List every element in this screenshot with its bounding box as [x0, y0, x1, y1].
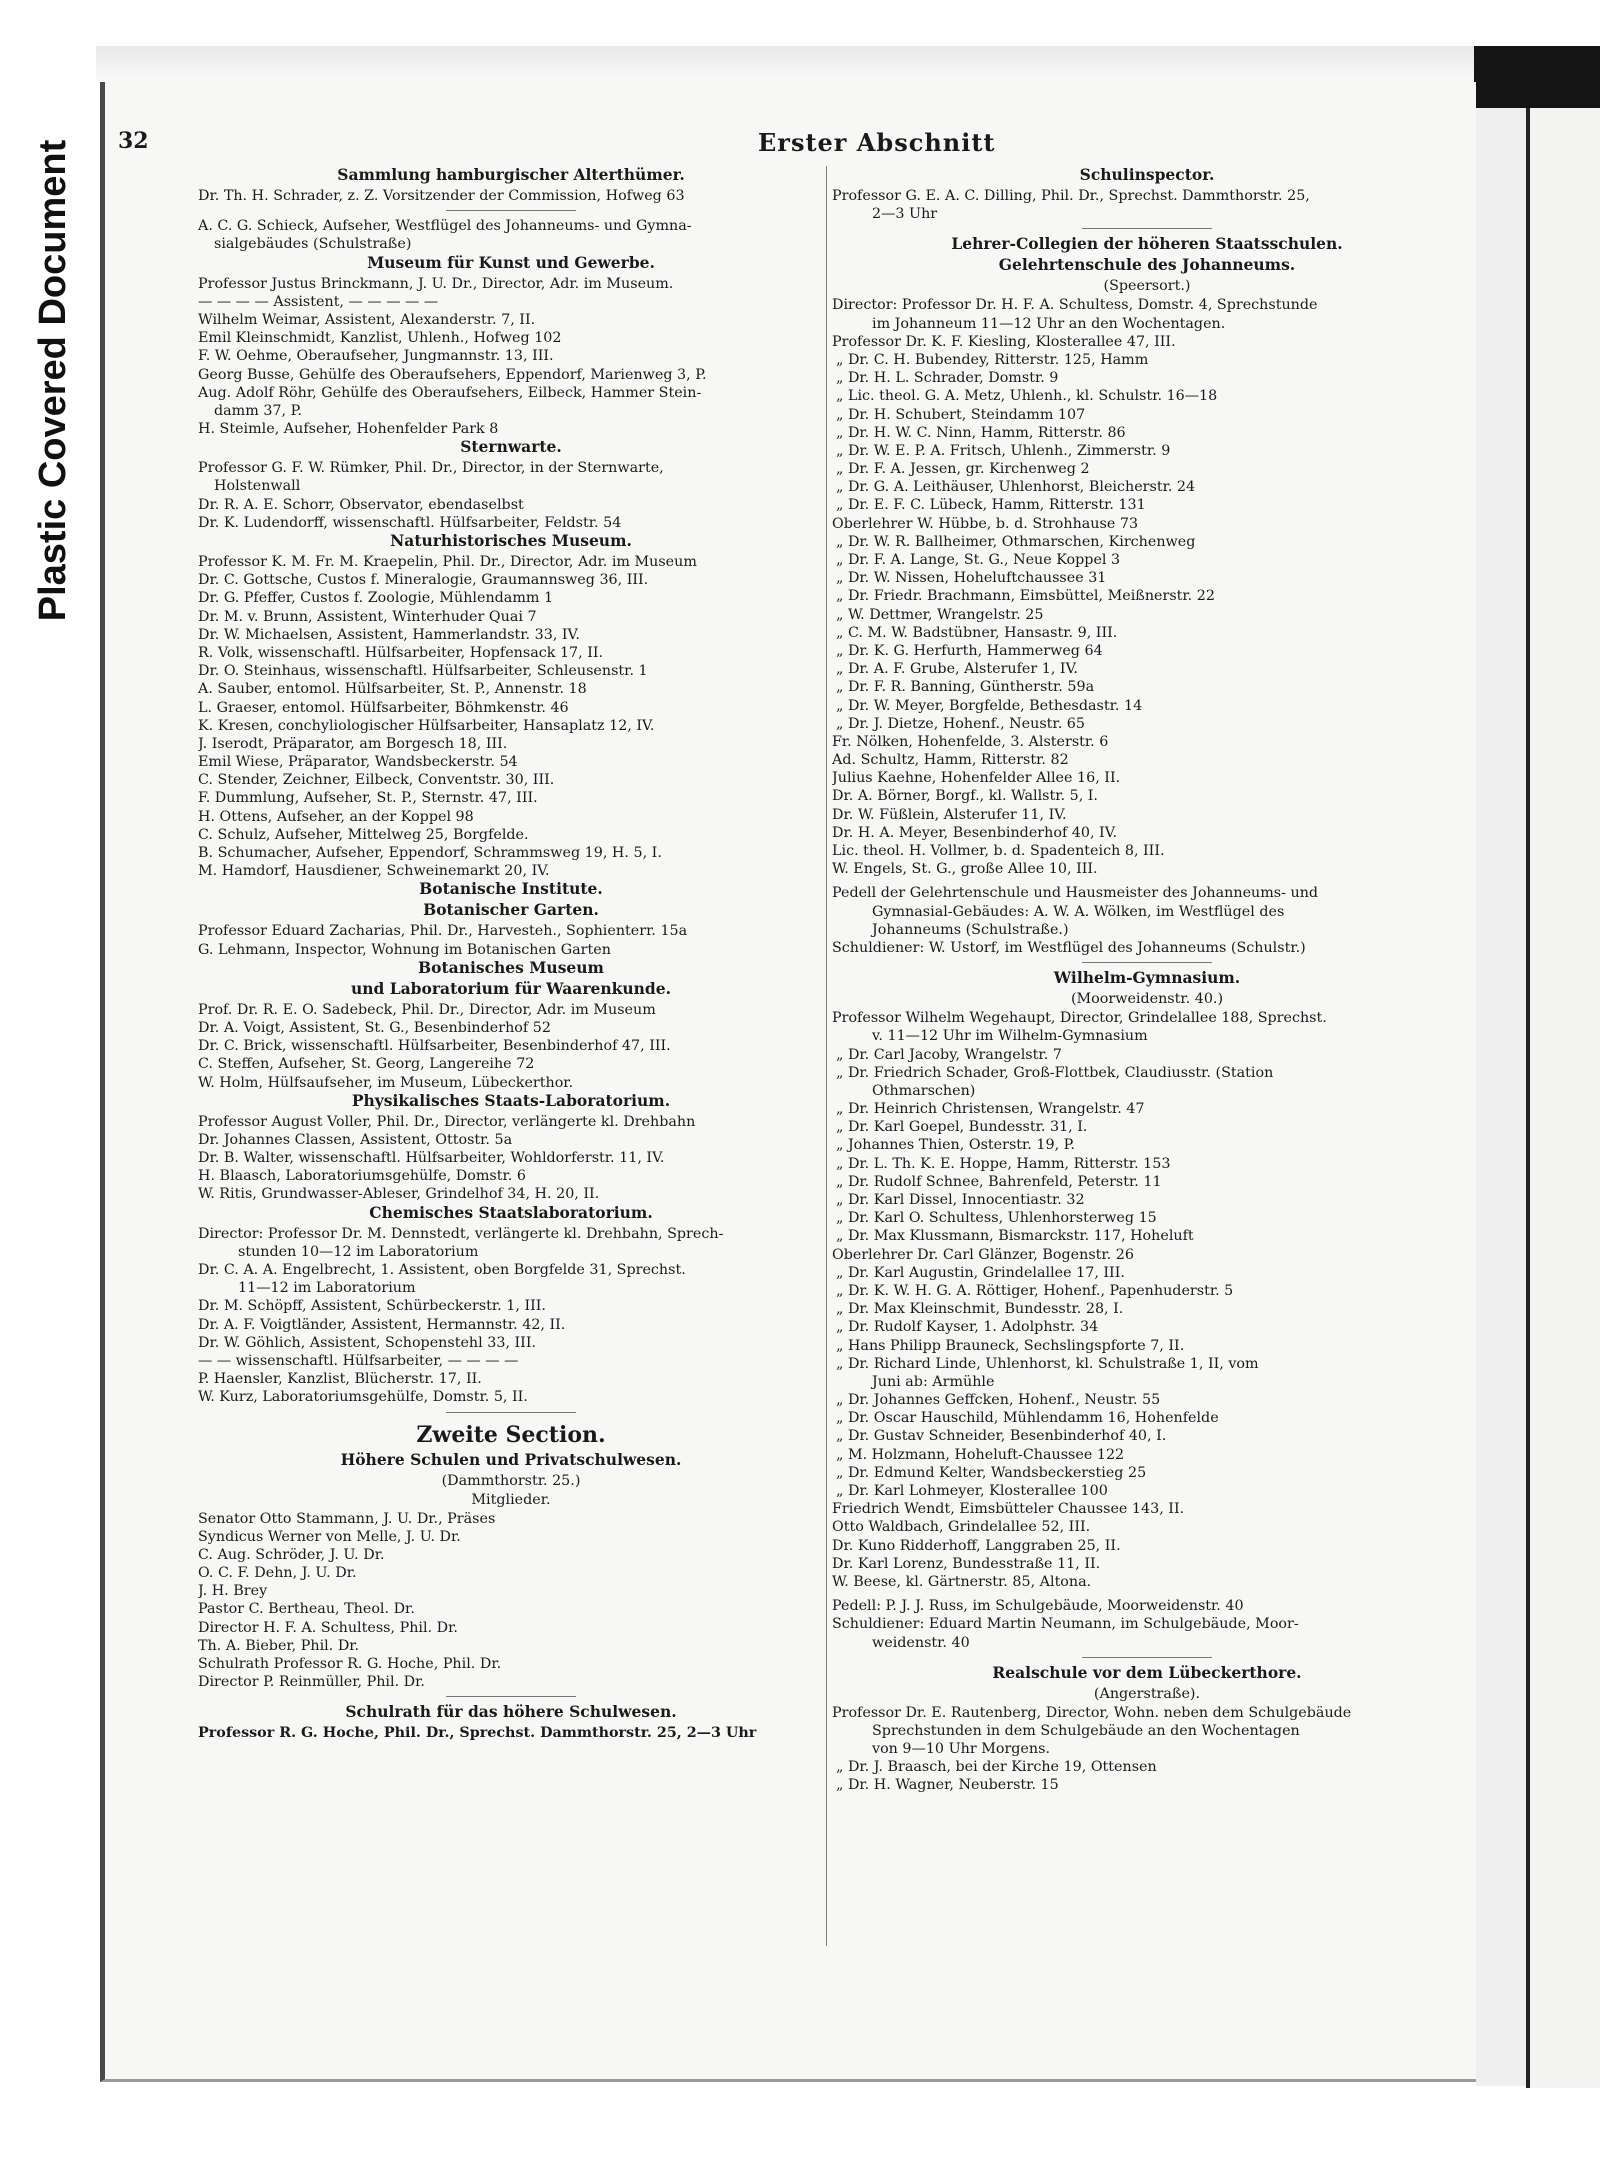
subheading: (Dammthorstr. 25.) — [441, 1472, 581, 1489]
entry-line: Oberlehrer Dr. Carl Glänzer, Bogenstr. 26 — [832, 1246, 1134, 1263]
entry-line: „ Dr. F. R. Banning, Güntherstr. 59a — [836, 679, 1095, 696]
entry-continuation: Juni ab: Armühle — [872, 1373, 995, 1390]
entry-continuation: weidenstr. 40 — [872, 1634, 970, 1651]
entry-line: G. Lehmann, Inspector, Wohnung im Botanischen Garten — [198, 941, 611, 958]
entry-line: Otto Waldbach, Grindelallee 52, III. — [832, 1519, 1091, 1536]
entry-line: Prof. Dr. R. E. O. Sadebeck, Phil. Dr., Director, Adr. im Museum — [198, 1001, 656, 1018]
side-label-text: Plastic Covered Document — [32, 139, 75, 621]
entry-line: — — — — Assistent, — — — — — — [198, 293, 439, 310]
separator-rule — [446, 1696, 576, 1697]
section-heading: Naturhistorisches Museum. — [390, 531, 632, 550]
entry-line: „ Dr. Oscar Hauschild, Mühlendamm 16, Hohenfelde — [836, 1410, 1219, 1427]
entry-line: W. Engels, St. G., große Allee 10, III. — [832, 861, 1098, 878]
entry-line: C. Stender, Zeichner, Eilbeck, Conventstr. 30, III. — [198, 772, 555, 789]
entry-line: P. Haensler, Kanzlist, Blücherstr. 17, II. — [198, 1371, 482, 1388]
entry-line: „ Dr. F. A. Lange, St. G., Neue Koppel 3 — [836, 552, 1121, 568]
entry-line: Schuldiener: Eduard Martin Neumann, im Schulgebäude, Moor- — [832, 1616, 1299, 1633]
scan-edge-top — [96, 46, 1486, 84]
entry-line: Dr. W. Füßlein, Alsterufer 11, IV. — [832, 806, 1067, 823]
entry-continuation: Sprechstunden in dem Schulgebäude an den Wochentagen — [872, 1722, 1300, 1739]
entry-line: „ Dr. W. Nissen, Hoheluftchaussee 31 — [836, 570, 1107, 587]
entry-line: Dr. A. Voigt, Assistent, St. G., Besenbinderhof 52 — [198, 1019, 551, 1036]
entry-line: Ad. Schultz, Hamm, Ritterstr. 82 — [832, 752, 1069, 769]
page-number: 32 — [118, 128, 149, 154]
entry-line: „ Dr. Carl Jacoby, Wrangelstr. 7 — [836, 1046, 1062, 1063]
section-heading: Gelehrtenschule des Johanneums. — [998, 255, 1296, 275]
subheading: (Angerstraße). — [1093, 1685, 1201, 1702]
entry-line: Dr. C. A. A. Engelbrecht, 1. Assistent, oben Borgfelde 31, Sprechst. — [198, 1262, 686, 1278]
entry-line: C. Schulz, Aufseher, Mittelweg 25, Borgfelde. — [198, 826, 529, 843]
entry-line: Dr. H. A. Meyer, Besenbinderhof 40, IV. — [832, 824, 1118, 841]
entry-line: „ Dr. J. Braasch, bei der Kirche 19, Ottensen — [836, 1759, 1157, 1776]
entry-line: „ Dr. Karl Augustin, Grindelallee 17, III. — [836, 1264, 1125, 1281]
entry-line: „ Dr. W. Meyer, Borgfelde, Bethesdastr. 14 — [836, 697, 1143, 714]
entry-line: Director P. Reinmüller, Phil. Dr. — [198, 1674, 425, 1691]
entry-line: „ Dr. G. A. Leithäuser, Uhlenhorst, Bleicherstr. 24 — [836, 479, 1196, 496]
separator-rule — [1082, 228, 1212, 229]
entry-line: „ Johannes Thien, Osterstr. 19, P. — [836, 1137, 1075, 1154]
entry-continuation: sialgebäudes (Schulstraße) — [214, 236, 412, 253]
entry-line: Syndicus Werner von Melle, J. U. Dr. — [198, 1528, 461, 1545]
section-heading: Botanisches Museum — [418, 957, 604, 977]
separator-rule — [446, 210, 576, 211]
entry-continuation: v. 11—12 Uhr im Wilhelm-Gymnasium — [872, 1028, 1148, 1045]
section-heading: Botanischer Garten. — [423, 900, 599, 920]
section-heading: Lehrer-Collegien der höheren Staatsschulen. — [951, 234, 1343, 254]
entry-line: „ Dr. K. G. Herfurth, Hammerweg 64 — [836, 642, 1103, 659]
entry-line: „ Dr. Friedr. Brachmann, Eimsbüttel, Meißnerstr. 22 — [836, 588, 1215, 605]
entry-line: „ W. Dettmer, Wrangelstr. 25 — [836, 606, 1044, 623]
entry-line: Dr. W. Michaelsen, Assistent, Hammerlandstr. 33, IV. — [198, 626, 580, 643]
entry-continuation: Johanneums (Schulstraße.) — [872, 921, 1069, 938]
entry-continuation: damm 37, P. — [214, 402, 302, 419]
entry-line: Georg Busse, Gehülfe des Oberaufsehers, Eppendorf, Marienweg 3, P. — [198, 366, 707, 383]
entry-line: Professor G. F. W. Rümker, Phil. Dr., Director, in der Sternwarte, — [198, 460, 664, 477]
entry-continuation: stunden 10—12 im Laboratorium — [238, 1243, 479, 1260]
entry-line: „ Dr. Rudolf Kayser, 1. Adolphstr. 34 — [836, 1319, 1099, 1336]
entry-line: O. C. F. Dehn, J. U. Dr. — [198, 1565, 357, 1582]
entry-line: Senator Otto Stammann, J. U. Dr., Präses — [198, 1510, 496, 1527]
entry-line: W. Ritis, Grundwasser-Ableser, Grindelhof 34, H. 20, II. — [198, 1186, 600, 1203]
entry-line: R. Volk, wissenschaftl. Hülfsarbeiter, Hopfensack 17, II. — [198, 644, 604, 661]
entry-line: Dr. Johannes Classen, Assistent, Ottostr. 5a — [198, 1131, 513, 1148]
entry-line: „ Dr. F. A. Jessen, gr. Kirchenweg 2 — [836, 461, 1090, 478]
entry-line: Pedell der Gelehrtenschule und Hausmeister des Johanneums- und — [832, 885, 1319, 902]
entry-line: H. Steimle, Aufseher, Hohenfelder Park 8 — [198, 421, 499, 438]
entry-line: „ Dr. Karl O. Schultess, Uhlenhorsterweg 15 — [836, 1210, 1157, 1227]
entry-line: Pastor C. Bertheau, Theol. Dr. — [198, 1601, 415, 1618]
entry-line: A. Sauber, entomol. Hülfsarbeiter, St. P., Annenstr. 18 — [198, 681, 587, 698]
section-heading: Schulinspector. — [1079, 165, 1215, 184]
entry-line: „ Dr. Karl Goepel, Bundesstr. 31, I. — [836, 1119, 1088, 1136]
entry-line: Dr. G. Pfeffer, Custos f. Zoologie, Mühlendamm 1 — [198, 590, 554, 607]
entry-line: Th. A. Bieber, Phil. Dr. — [198, 1637, 360, 1654]
entry-line: „ Hans Philipp Brauneck, Sechslingspforte 7, II. — [836, 1337, 1185, 1354]
entry-line: H. Ottens, Aufseher, an der Koppel 98 — [198, 808, 474, 825]
section-heading: Physikalisches Staats-Laboratorium. — [351, 1090, 671, 1110]
section-heading: Sammlung hamburgischer Alterthümer. — [337, 165, 685, 184]
entry-line: Dr. A. F. Voigtländer, Assistent, Hermannstr. 42, II. — [198, 1316, 566, 1333]
section-heading: Sternwarte. — [460, 437, 562, 457]
entry-line: „ Dr. Max Klussmann, Bismarckstr. 117, Hoheluft — [836, 1228, 1194, 1245]
entry-line: Dr. Kuno Ridderhoff, Langgraben 25, II. — [832, 1537, 1121, 1554]
section-heading: Botanische Institute. — [419, 879, 603, 899]
entry-line: „ Dr. H. Schubert, Steindamm 107 — [836, 406, 1086, 423]
entry-line: Dr. Karl Lorenz, Bundesstraße 11, II. — [832, 1555, 1101, 1572]
entry-line: W. Holm, Hülfsaufseher, im Museum, Lübeckerthor. — [198, 1074, 574, 1091]
entry-line: „ Dr. C. H. Bubendey, Ritterstr. 125, Hamm — [836, 351, 1149, 368]
entry-line: Dr. B. Walter, wissenschaftl. Hülfsarbeiter, Wohldorferstr. 11, IV. — [198, 1150, 665, 1167]
entry-line: Professor August Voller, Phil. Dr., Director, verlängerte kl. Drehbahn — [198, 1113, 696, 1130]
entry-line: Dr. M. Schöpff, Assistent, Schürbeckerstr. 1, III. — [198, 1298, 546, 1315]
entry-line: „ Dr. Gustav Schneider, Besenbinderhof 40, I. — [836, 1428, 1167, 1445]
subheading: (Speersort.) — [1103, 278, 1191, 295]
entry-continuation: Othmarschen) — [872, 1082, 976, 1099]
entry-line: Professor R. G. Hoche, Phil. Dr., Sprechst. Dammthorstr. 25, 2—3 Uhr — [198, 1725, 757, 1742]
entry-line: „ Dr. H. Wagner, Neuberstr. 15 — [836, 1777, 1059, 1794]
entry-line: Dr. W. Göhlich, Assistent, Schopenstehl 33, III. — [198, 1334, 537, 1351]
entry-line: W. Kurz, Laboratoriumsgehülfe, Domstr. 5, II. — [198, 1389, 528, 1406]
entry-line: „ Dr. K. W. H. G. A. Röttiger, Hohenf., Papenhuderstr. 5 — [836, 1282, 1234, 1299]
entry-line: Professor Justus Brinckmann, J. U. Dr., Director, Adr. im Museum. — [198, 275, 674, 292]
entry-line: C. Aug. Schröder, J. U. Dr. — [198, 1546, 385, 1563]
entry-line: J. H. Brey — [198, 1583, 268, 1600]
entry-line: Dr. K. Ludendorff, wissenschaftl. Hülfsarbeiter, Feldstr. 54 — [198, 514, 622, 531]
binder-tab — [1474, 46, 1600, 108]
division-title: Zweite Section. — [416, 1421, 606, 1448]
entry-line: C. Steffen, Aufseher, St. Georg, Langereihe 72 — [198, 1056, 535, 1073]
entry-line: „ Dr. Karl Dissel, Innocentiastr. 32 — [836, 1192, 1085, 1208]
entry-line: B. Schumacher, Aufseher, Eppendorf, Schrammsweg 19, H. 5, I. — [198, 845, 662, 861]
entry-line: „ Dr. E. F. C. Lübeck, Hamm, Ritterstr. 131 — [836, 497, 1146, 514]
separator-rule — [1082, 962, 1212, 963]
left-column — [198, 166, 824, 1743]
separator-rule — [446, 1412, 576, 1413]
entry-line: Emil Wiese, Präparator, Wandsbeckerstr. 54 — [198, 754, 518, 771]
entry-line: „ M. Holzmann, Hoheluft-Chaussee 122 — [836, 1446, 1125, 1463]
entry-line: Professor Dr. E. Rautenberg, Director, Wohn. neben dem Schulgebäude — [832, 1704, 1352, 1721]
column-divider — [826, 166, 827, 1946]
entry-line: „ Dr. W. E. P. A. Fritsch, Uhlenh., Zimmerstr. 9 — [836, 442, 1171, 459]
entry-line: „ Dr. Rudolf Schnee, Bahrenfeld, Peterstr. 11 — [836, 1173, 1162, 1190]
entry-line: Aug. Adolf Röhr, Gehülfe des Oberaufsehers, Eilbeck, Hammer Stein- — [198, 384, 702, 401]
entry-line: Schuldiener: W. Ustorf, im Westflügel des Johanneums (Schulstr.) — [832, 939, 1306, 956]
entry-line: „ Dr. A. F. Grube, Alsterufer 1, IV. — [836, 661, 1078, 678]
section-heading: Wilhelm-Gymnasium. — [1053, 968, 1241, 988]
entry-line: „ Dr. Heinrich Christensen, Wrangelstr. 47 — [836, 1101, 1145, 1118]
entry-line: „ C. M. W. Badstübner, Hansastr. 9, III. — [836, 624, 1118, 641]
entry-line: Dr. C. Brick, wissenschaftl. Hülfsarbeiter, Besenbinderhof 47, III. — [198, 1038, 671, 1055]
entry-line: F. W. Oehme, Oberaufseher, Jungmannstr. 13, III. — [198, 348, 554, 365]
entry-line: Professor K. M. Fr. M. Kraepelin, Phil. Dr., Director, Adr. im Museum — [198, 554, 697, 570]
entry-line: Director: Professor Dr. H. F. A. Schultess, Domstr. 4, Sprechstunde — [832, 297, 1318, 314]
section-heading: Schulrath für das höhere Schulwesen. — [345, 1702, 677, 1722]
section-heading: Realschule vor dem Lübeckerthore. — [992, 1662, 1302, 1682]
entry-line: „ Dr. Max Kleinschmit, Bundesstr. 28, I. — [836, 1301, 1124, 1318]
entry-line: Lic. theol. H. Vollmer, b. d. Spadenteich 8, III. — [832, 843, 1165, 859]
entry-line: „ Dr. Friedrich Schader, Groß-Flottbek, Claudiusstr. (Station — [836, 1064, 1274, 1081]
entry-line: Professor Eduard Zacharias, Phil. Dr., Harvesteh., Sophienterr. 15a — [198, 923, 688, 940]
entry-line: Director: Professor Dr. M. Dennstedt, verlängerte kl. Drehbahn, Sprech- — [198, 1225, 724, 1242]
subheading: (Moorweidenstr. 40.) — [1070, 991, 1224, 1008]
entry-line: Professor Wilhelm Wegehaupt, Director, Grindelallee 188, Sprechst. — [832, 1010, 1327, 1027]
entry-line: Dr. M. v. Brunn, Assistent, Winterhuder Quai 7 — [198, 608, 537, 625]
section-heading: Museum für Kunst und Gewerbe. — [367, 252, 655, 272]
entry-line: Dr. C. Gottsche, Custos f. Mineralogie, Graumannsweg 36, III. — [198, 572, 649, 589]
entry-continuation: von 9—10 Uhr Morgens. — [872, 1741, 1050, 1758]
entry-line: Professor G. E. A. C. Dilling, Phil. Dr., Sprechst. Dammthorstr. 25, — [832, 188, 1310, 204]
entry-line: „ Dr. Karl Lohmeyer, Klosterallee 100 — [836, 1483, 1108, 1499]
entry-continuation: im Johanneum 11—12 Uhr an den Wochentagen. — [872, 315, 1226, 332]
entry-line: „ Dr. Edmund Kelter, Wandsbeckerstieg 25 — [836, 1464, 1147, 1481]
entry-line: H. Blaasch, Laboratoriumsgehülfe, Domstr. 6 — [198, 1168, 526, 1185]
subheading: Mitglieder. — [471, 1491, 551, 1508]
section-heading: und Laboratorium für Waarenkunde. — [350, 978, 672, 998]
entry-line: Dr. R. A. E. Schorr, Observator, ebendaselbst — [198, 496, 524, 513]
entry-line: W. Beese, kl. Gärtnerstr. 85, Altona. — [832, 1573, 1092, 1590]
section-heading: Höhere Schulen und Privatschulwesen. — [340, 1449, 682, 1469]
entry-line: Dr. A. Börner, Borgf., kl. Wallstr. 5, I. — [832, 788, 1098, 805]
entry-line: „ Lic. theol. G. A. Metz, Uhlenh., kl. Schulstr. 16—18 — [836, 388, 1218, 405]
entry-continuation: Holstenwall — [214, 478, 301, 495]
separator-rule — [1082, 1657, 1212, 1658]
entry-line: Director H. F. A. Schultess, Phil. Dr. — [198, 1619, 458, 1636]
entry-line: Fr. Nölken, Hohenfelde, 3. Alsterstr. 6 — [832, 733, 1109, 750]
entry-line: M. Hamdorf, Hausdiener, Schweinemarkt 20, IV. — [198, 863, 550, 880]
entry-line: Dr. O. Steinhaus, wissenschaftl. Hülfsarbeiter, Schleusenstr. 1 — [198, 663, 648, 680]
entry-line: Professor Dr. K. F. Kiesling, Klosterallee 47, III. — [832, 333, 1176, 350]
page-header — [118, 128, 1448, 168]
entry-line: Oberlehrer W. Hübbe, b. d. Strohhause 73 — [832, 515, 1139, 532]
next-page-edge — [1526, 108, 1600, 2088]
entry-continuation: 2—3 Uhr — [872, 206, 938, 223]
right-column — [832, 166, 1462, 1795]
entry-line: Julius Kaehne, Hohenfelder Allee 16, II. — [832, 770, 1121, 787]
entry-line: Emil Kleinschmidt, Kanzlist, Uhlenh., Hofweg 102 — [198, 330, 562, 347]
entry-line: „ Dr. H. W. C. Ninn, Hamm, Ritterstr. 86 — [836, 424, 1126, 441]
side-label — [28, 110, 80, 650]
entry-line: Dr. Th. H. Schrader, z. Z. Vorsitzender der Commission, Hofweg 63 — [198, 188, 685, 204]
entry-line: Friedrich Wendt, Eimsbütteler Chaussee 143, II. — [832, 1501, 1185, 1518]
entry-line: F. Dummlung, Aufseher, St. P., Sternstr. 47, III. — [198, 790, 538, 807]
entry-line: „ Dr. W. R. Ballheimer, Othmarschen, Kirchenweg — [836, 533, 1196, 550]
entry-line: Schulrath Professor R. G. Hoche, Phil. Dr. — [198, 1656, 502, 1672]
section-title: Erster Abschnitt — [758, 128, 996, 157]
section-heading: Chemisches Staatslaboratorium. — [369, 1202, 653, 1222]
entry-continuation: 11—12 im Laboratorium — [238, 1280, 416, 1297]
entry-line: L. Graeser, entomol. Hülfsarbeiter, Böhmkenstr. 46 — [198, 699, 569, 716]
entry-line: „ Dr. L. Th. K. E. Hoppe, Hamm, Ritterstr. 153 — [836, 1155, 1171, 1172]
entry-line: Wilhelm Weimar, Assistent, Alexanderstr. 7, II. — [198, 311, 536, 328]
entry-continuation: Gymnasial-Gebäudes: A. W. A. Wölken, im Westflügel des — [872, 903, 1285, 920]
entry-line: A. C. G. Schieck, Aufseher, Westflügel des Johanneums- und Gymna- — [198, 218, 692, 235]
entry-line: „ Dr. Johannes Geffcken, Hohenf., Neustr. 55 — [836, 1392, 1161, 1409]
entry-line: J. Iserodt, Präparator, am Borgesch 18, III. — [198, 735, 508, 752]
entry-line: „ Dr. Richard Linde, Uhlenhorst, kl. Schulstraße 1, II, vom — [836, 1355, 1259, 1372]
entry-line: Pedell: P. J. J. Russ, im Schulgebäude, Moorweidenstr. 40 — [832, 1598, 1244, 1615]
entry-line: K. Kresen, conchyliologischer Hülfsarbeiter, Hansaplatz 12, IV. — [198, 717, 655, 734]
entry-line: — — wissenschaftl. Hülfsarbeiter, — — — — — [198, 1352, 519, 1369]
entry-line: „ Dr. J. Dietze, Hohenf., Neustr. 65 — [836, 715, 1085, 732]
entry-line: „ Dr. H. L. Schrader, Domstr. 9 — [836, 370, 1059, 387]
